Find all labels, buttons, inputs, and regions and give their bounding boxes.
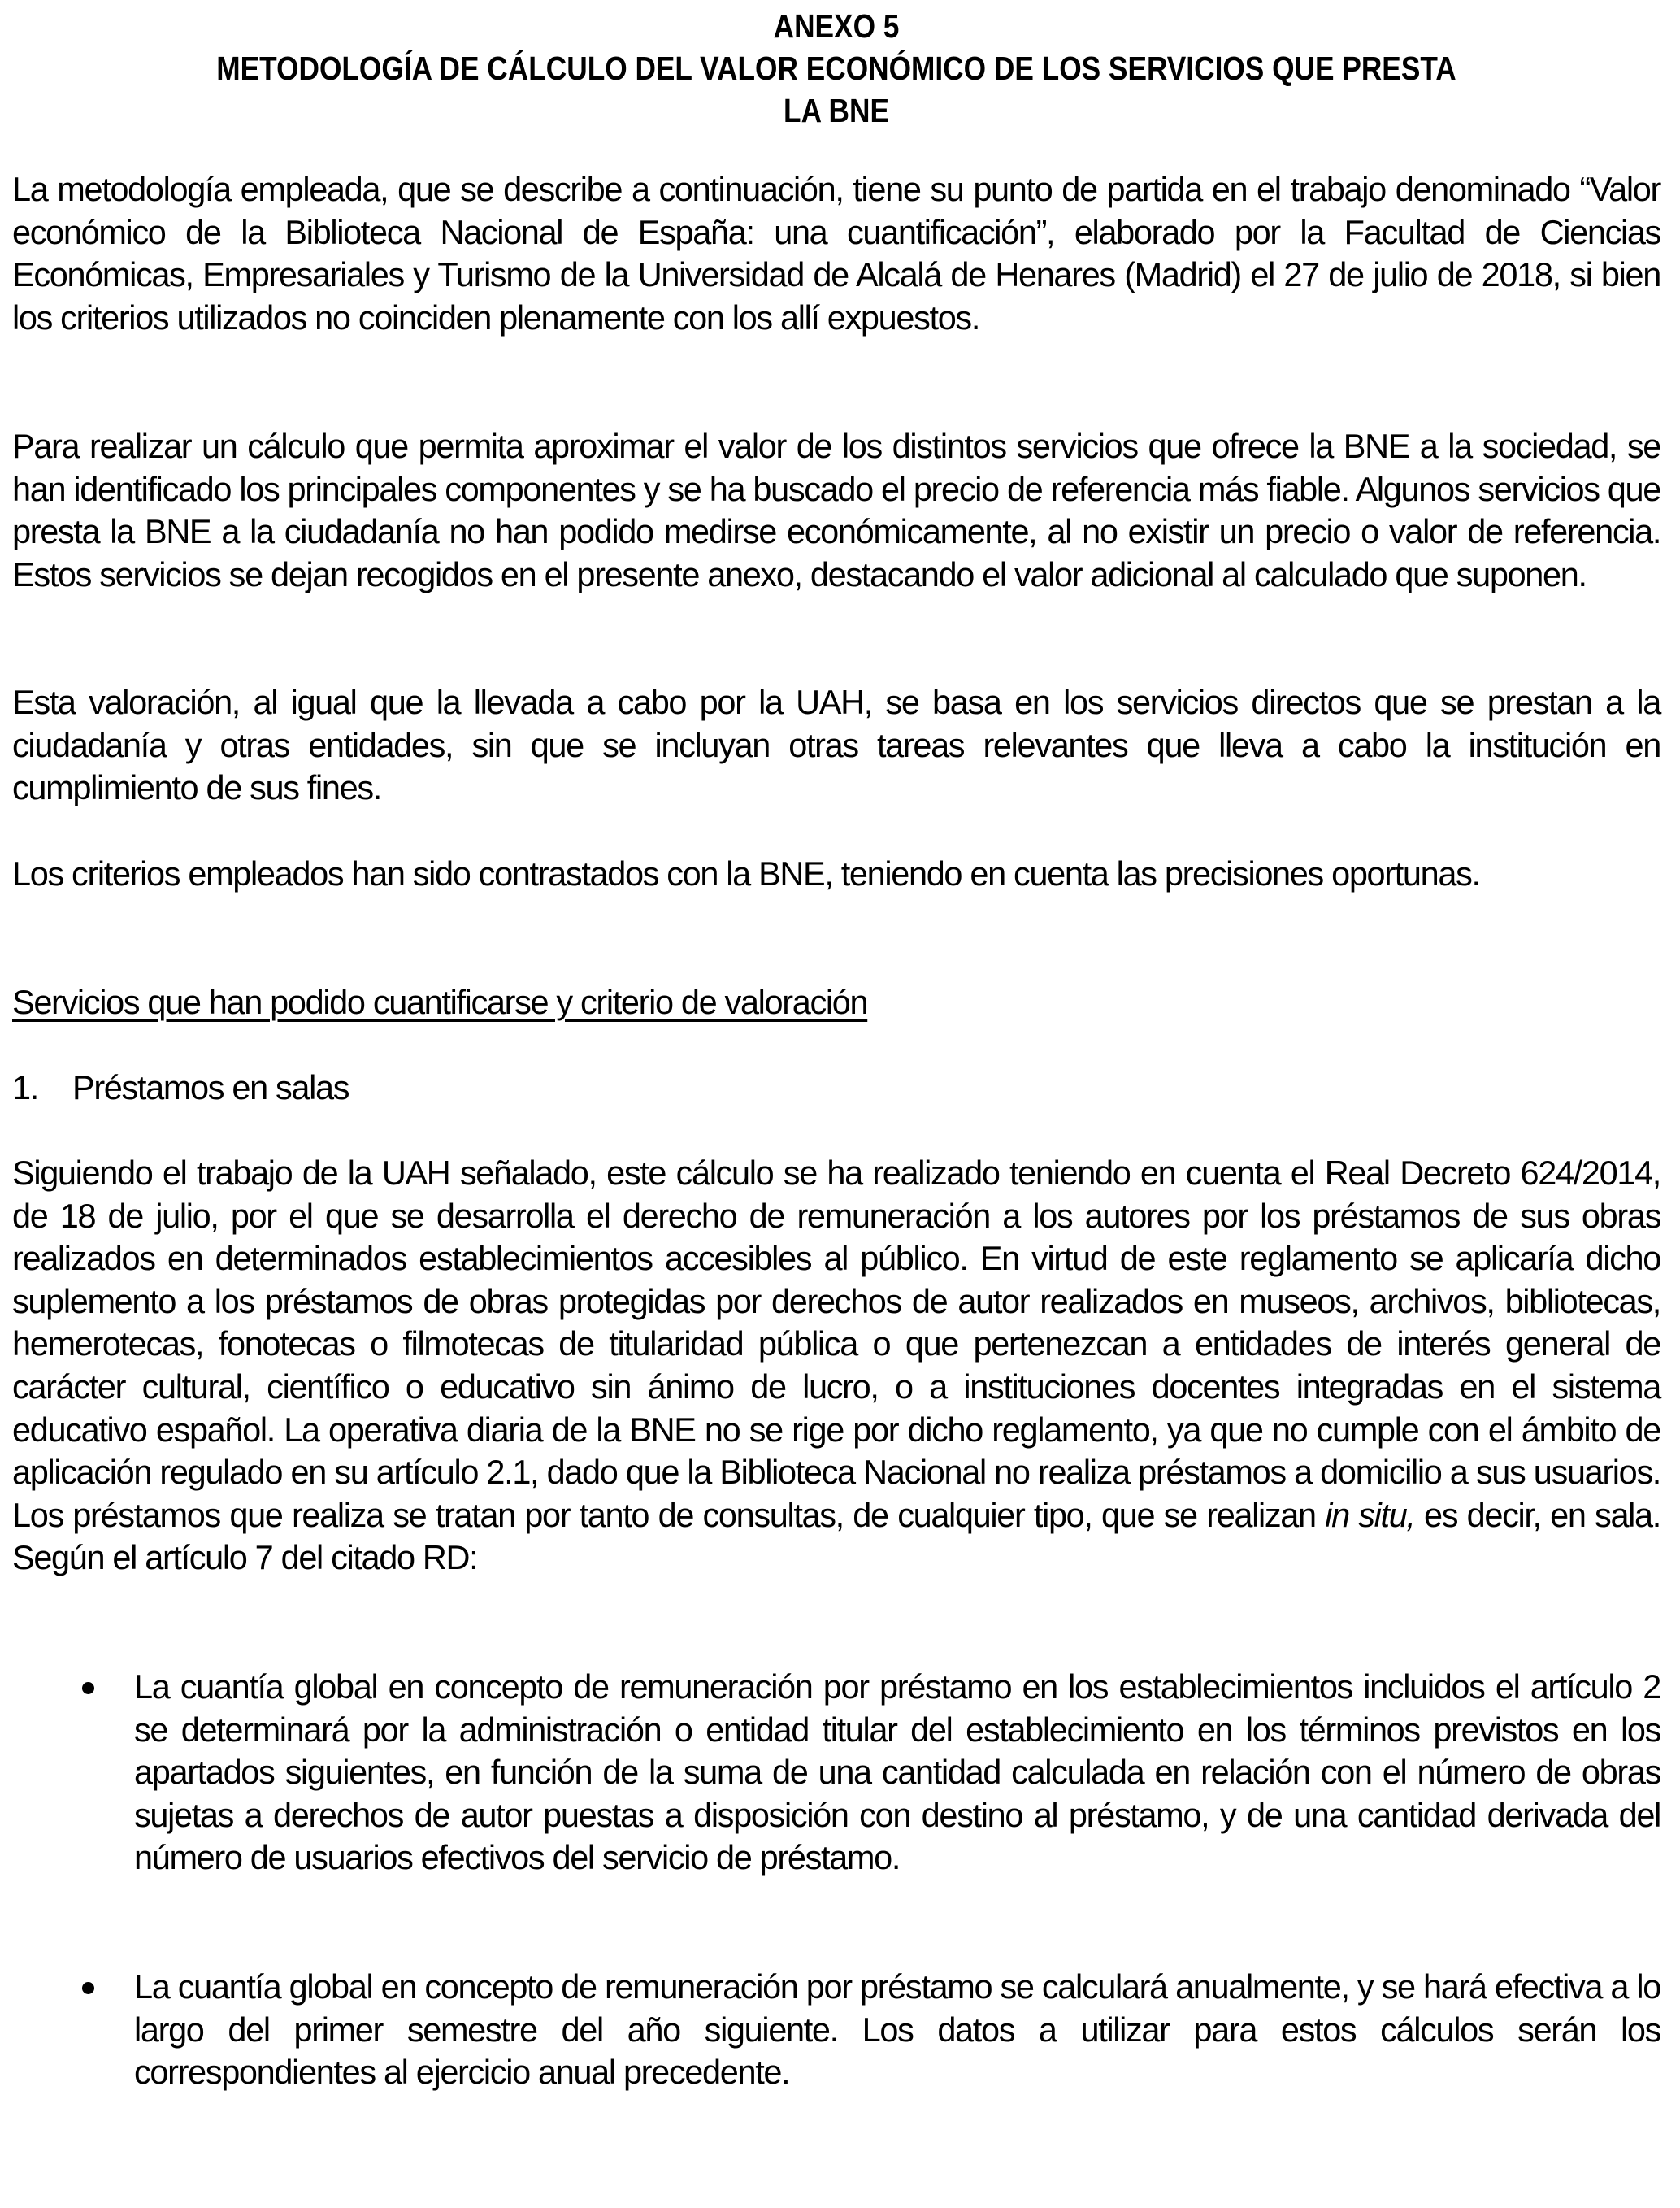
item-label: Préstamos en salas [72,1068,349,1106]
bullet-list-2 [12,1966,1660,2094]
title-line-methodology: METODOLOGÍA DE CÁLCULO DEL VALOR ECONÓMICO DE LOS SERVICIOS QUE PRESTA [216,50,1456,87]
title-line-bne: LA BNE [784,92,889,129]
bullet-text: La cuantía global en concepto de remuneración por préstamo en los establecimientos incluidos el artículo 2 se determinará por la administración o entidad titular del establecimiento en los términos previstos en los apartados siguientes, en función de la suma de una cantidad calculada en relación con el número de obras sujetas a derechos de autor puestas a disposición con destino al préstamo, y de una cantidad derivada del número de usuarios efectivos del servicio de préstamo. [134,1667,1660,1877]
criteria-paragraph: Los criterios empleados han sido contrastados con la BNE, teniendo en cuenta las precisiones oportunas. [12,854,1480,893]
numbered-item-loans [12,1067,349,1110]
bullet-item-remuneration [12,1666,1660,1880]
bullet-list-1 [12,1666,1660,1880]
loans-text-before: Siguiendo el trabajo de la UAH señalado, este cálculo se ha realizado teniendo en cuenta el Real Decreto 624/2014, de 18 de julio, por el que se desarrolla el derecho de remuneración a los autores por los préstamos de sus obras realizados en determinados establecimientos accesibles al público. En virtud de este reglamento se aplicaría dicho suplemento a los préstamos de obras protegidas por derechos de autor realizados en museos, archivos, bibliotecas, hemerotecas, fonotecas o filmotecas de titularidad pública o que pertenezcan a entidades de interés general de carácter cultural, científico o educativo sin ánimo de lucro, o a instituciones docentes integradas en el sistema educativo español. La operativa diaria de la BNE no se rige por dicho reglamento, ya que no cumple con el ámbito de aplicación regulado en su artículo 2.1, dado que la Biblioteca Nacional no realiza préstamos a domicilio a sus usuarios. Los préstamos que realiza se tratan por tanto de consultas, de cualquier tipo, que se realizan [12,1154,1660,1534]
bullet-dot-icon [82,1682,94,1694]
in-situ-italic: in situ, [1325,1495,1415,1534]
item-number: 1. [12,1068,38,1106]
section-heading: Servicios que han podido cuantificarse y criterio de valoración [12,983,868,1021]
title-line-annex: ANEXO 5 [773,7,900,45]
bullet-item-annual-calculation [12,1966,1660,2094]
loans-text-after: es decir, en sala. Según el artículo 7 del citado RD: [12,1495,1660,1577]
document-title [128,5,1545,132]
valuation-paragraph: Esta valoración, al igual que la llevada a cabo por la UAH, se basa en los servicios directos que se prestan a la ciudadanía y otras entidades, sin que se incluyan otras tareas relevantes que lleva a cabo la institución en cumplimiento de sus fines. [12,683,1660,807]
calculation-paragraph: Para realizar un cálculo que permita aproximar el valor de los distintos servicios que ofrece la BNE a la sociedad, se han identificado los principales componentes y se ha buscado el precio de referencia más fiable. Algunos servicios que presta la BNE a la ciudadanía no han podido medirse económicamente, al no existir un precio o valor de referencia. Estos servicios se dejan recogidos en el presente anexo, destacando el valor adicional al calculado que suponen. [12,427,1660,593]
document-page [12,0,1660,2092]
intro-paragraph: La metodología empleada, que se describe a continuación, tiene su punto de partida en el trabajo denominado “Valor económico de la Biblioteca Nacional de España: una cuantificación”, elaborado por la Facultad de Ciencias Económicas, Empresariales y Turismo de la Universidad de Alcalá de Henares (Madrid) el 27 de julio de 2018, si bien los criterios utilizados no coinciden plenamente con los allí expuestos. [12,170,1660,337]
bullet-dot-icon [82,1982,94,1994]
loans-paragraph [12,1152,1660,1580]
bullet-text: La cuantía global en concepto de remuneración por préstamo se calculará anualmente, y se hará efectiva a lo largo del primer semestre del año siguiente. Los datos a utilizar para estos cálculos serán los correspondientes al ejercicio anual precedente. [134,1967,1660,2092]
